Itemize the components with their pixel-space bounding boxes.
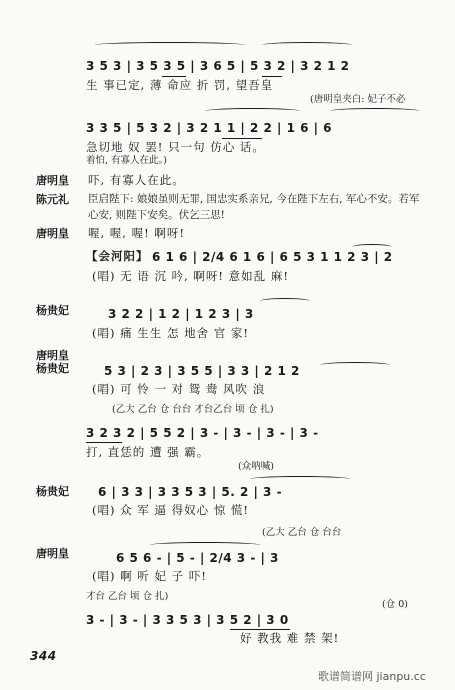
dialogue-text-1: 吓, 有寡人在此。 — [88, 173, 185, 187]
percussion-two: (乙大 乙台 仓 台台 — [262, 527, 342, 538]
notes-row2: 3 3 5 | 5 3 2 | 3 2 1 1 | 2 2 | 1 6 | 6 — [86, 121, 333, 135]
crowd-cry: (众呐喊) — [238, 461, 274, 472]
final-notes: 3 - | 3 - | 3 3 5 3 | 3 5 2 | 3 0 — [86, 613, 289, 627]
underline-final — [230, 629, 290, 630]
percussion-one: (乙大 乙台 仓 台台 才台乙台 顷 仓 扎) — [112, 404, 274, 415]
page-number: 344 — [30, 649, 57, 663]
underline-row1-b — [262, 76, 282, 77]
dialogue-text-3: 心安, 则陛下安矣。伏乞三思! — [88, 209, 225, 221]
tie-row2-a — [205, 108, 300, 114]
tune-label: 【会河阳】 — [86, 249, 149, 263]
aside-one: (唐明皇夹白: 妃子不必 — [310, 94, 406, 105]
tune-notes: 6 1 6 | 2/4 6 1 6 | 6 5 3 1 1 2 3 | 2 — [152, 250, 393, 264]
dialogue-role-4: 唐明皇 — [36, 227, 69, 240]
role-emperor: 唐明皇 — [36, 547, 69, 560]
tie-row2-b — [330, 108, 420, 114]
dialogue-text-2: 臣启陛下: 娘娘虽则无罪, 国忠实系亲兄, 今在陛下左右, 军心不安。若军 — [88, 193, 420, 205]
underline-row2 — [222, 138, 262, 139]
duet-notes: 5 3 | 2 3 | 3 5 5 | 3 3 | 2 1 2 — [104, 364, 300, 378]
concubine-one-notes: 3 2 2 | 1 2 | 1 2 3 | 3 — [108, 307, 254, 321]
underline-row1-a — [162, 76, 186, 77]
emperor-notes: 6 5 6 - | 5 - | 2/4 3 - | 3 — [116, 551, 279, 565]
aside-two: 着怕, 有寡人在此。) — [86, 155, 167, 166]
duet-lyrics: (唱) 可 怜 一 对 鸳 鸯 风吹 浪 — [92, 382, 266, 396]
concubine-one-lyrics: (唱) 痛 生生 怎 地舍 官 家! — [92, 326, 250, 340]
lyrics-row2: 急切地 奴 罢! 只一句 仿心 话。 — [86, 140, 265, 154]
role-duet-1: 唐明皇 — [36, 349, 69, 362]
tie-duet — [320, 362, 390, 368]
emperor-lyrics: (唱) 啊 听 妃 子 吓! — [92, 569, 207, 583]
percussion-three: 才台 乙台 顷 仓 扎) — [86, 591, 169, 602]
role-duet-2: 杨贵妃 — [36, 362, 69, 375]
hit-row-lyrics: 打, 直恁的 遭 强 霸。 — [86, 445, 210, 459]
final-lyrics: 好 教我 难 禁 架! — [240, 631, 340, 645]
tie-row1-b — [262, 42, 352, 48]
concubine-two-notes: 6 | 3 3 | 3 3 5 3 | 5. 2 | 3 - — [98, 485, 283, 499]
dialogue-role-1: 唐明皇 — [36, 174, 69, 187]
concubine-two-lyrics: (唱) 众 军 逼 得奴心 惊 慌! — [92, 503, 250, 517]
tie-concubine-2 — [250, 476, 350, 482]
tie-tune — [352, 244, 392, 250]
dialogue-text-4: 喔, 喔, 喔! 啊呀! — [88, 226, 186, 240]
tune-lyrics: (唱) 无 语 沉 吟, 啊呀! 意如乱 麻! — [92, 269, 289, 283]
role-concubine-1: 杨贵妃 — [36, 304, 69, 317]
dialogue-role-2: 陈元礼 — [36, 193, 69, 206]
tie-concubine-1 — [260, 298, 310, 304]
lyrics-row1: 生 事已定, 薄 命应 折 罚, 望吾皇 — [86, 78, 274, 92]
watermark-logo: 歌谱简谱网 jianpu.cc — [318, 670, 426, 683]
hit-row-notes: 3 2 3 2 | 5 5 2 | 3 - | 3 - | 3 - | 3 - — [86, 426, 319, 440]
final-note: (仓 0) — [382, 599, 408, 610]
underline-hit — [86, 442, 122, 443]
tie-emperor — [150, 542, 260, 548]
role-concubine-2: 杨贵妃 — [36, 485, 69, 498]
notes-row1: 3 5 3 | 3 5 3 5 | 3 6 5 | 5 3 2 | 3 2 1 2 — [86, 59, 350, 73]
tie-row1-a — [95, 42, 245, 48]
